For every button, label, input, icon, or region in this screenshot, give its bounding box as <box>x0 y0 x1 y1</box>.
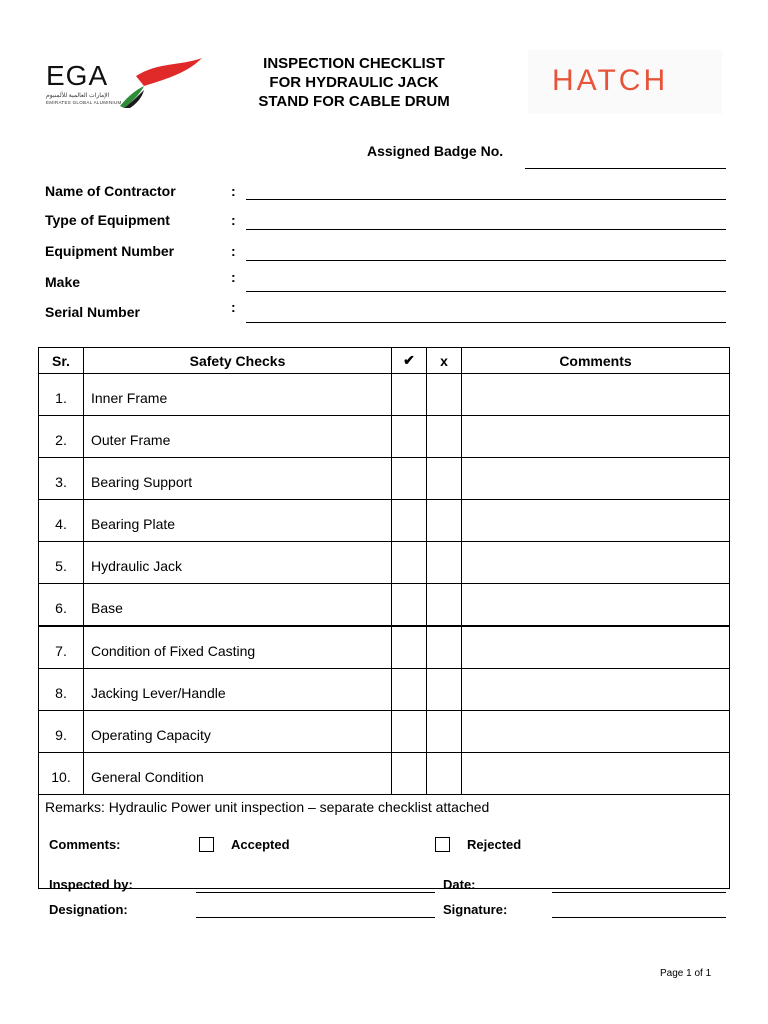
inspected-by-label: Inspected by: <box>49 877 133 892</box>
pass-cell[interactable] <box>392 584 427 627</box>
check-item: Base <box>84 584 392 627</box>
designation-field[interactable] <box>196 917 435 918</box>
inspected-by-field[interactable] <box>196 892 435 893</box>
serial-number-field[interactable] <box>246 322 726 323</box>
remarks-cell[interactable]: Remarks: Hydraulic Power unit inspection – separate checklist attached <box>39 795 730 889</box>
document-title <box>230 54 478 111</box>
header-sr: Sr. <box>39 348 84 374</box>
header-cross: x <box>427 348 462 374</box>
row-number: 10. <box>39 753 84 795</box>
date-label: Date: <box>443 877 476 892</box>
ega-logo-text: EGA <box>46 60 109 91</box>
table-row <box>39 753 730 795</box>
check-item: General Condition <box>84 753 392 795</box>
header-safety-checks: Safety Checks <box>84 348 392 374</box>
row-number: 5. <box>39 542 84 584</box>
comment-cell[interactable] <box>462 374 730 416</box>
row-number: 3. <box>39 458 84 500</box>
comment-cell[interactable] <box>462 584 730 627</box>
signature-label: Signature: <box>443 902 508 917</box>
table-row <box>39 374 730 416</box>
remarks-row <box>39 795 730 889</box>
pass-cell[interactable] <box>392 416 427 458</box>
fail-cell[interactable] <box>427 458 462 500</box>
check-item: Bearing Plate <box>84 500 392 542</box>
pass-cell[interactable] <box>392 458 427 500</box>
safety-checks-table <box>38 347 730 889</box>
accepted-label: Accepted <box>231 837 290 852</box>
ega-logo-english: EMIRATES GLOBAL ALUMINIUM <box>46 100 122 105</box>
equipment-number-field[interactable] <box>246 260 726 261</box>
check-item: Condition of Fixed Casting <box>84 626 392 669</box>
table-row <box>39 500 730 542</box>
comments-label: Comments: <box>49 837 121 852</box>
comment-cell[interactable] <box>462 458 730 500</box>
row-number: 4. <box>39 500 84 542</box>
pass-cell[interactable] <box>392 753 427 795</box>
table-row <box>39 711 730 753</box>
check-item: Jacking Lever/Handle <box>84 669 392 711</box>
contractor-colon: : <box>231 183 236 199</box>
check-item: Operating Capacity <box>84 711 392 753</box>
title-line-2: FOR HYDRAULIC JACK <box>269 74 439 91</box>
fail-cell[interactable] <box>427 374 462 416</box>
pass-cell[interactable] <box>392 711 427 753</box>
fail-cell[interactable] <box>427 416 462 458</box>
equipment-type-colon: : <box>231 212 236 228</box>
pass-cell[interactable] <box>392 500 427 542</box>
serial-number-colon: : <box>231 299 236 315</box>
fail-cell[interactable] <box>427 711 462 753</box>
comment-cell[interactable] <box>462 500 730 542</box>
hatch-logo: HATCH <box>552 64 669 97</box>
equipment-number-label: Equipment Number <box>45 243 175 259</box>
check-item: Outer Frame <box>84 416 392 458</box>
title-line-1: INSPECTION CHECKLIST <box>263 55 445 72</box>
signature-field[interactable] <box>552 917 726 918</box>
page-number: Page 1 of 1 <box>660 968 712 979</box>
table-row <box>39 458 730 500</box>
table-row <box>39 416 730 458</box>
badge-field[interactable] <box>525 168 726 169</box>
comment-cell[interactable] <box>462 416 730 458</box>
pass-cell[interactable] <box>392 626 427 669</box>
row-number: 9. <box>39 711 84 753</box>
comment-cell[interactable] <box>462 542 730 584</box>
row-number: 2. <box>39 416 84 458</box>
table-row <box>39 584 730 627</box>
contractor-field[interactable] <box>246 199 726 200</box>
header-checkmark: ✔ <box>392 348 427 374</box>
fail-cell[interactable] <box>427 542 462 584</box>
row-number: 1. <box>39 374 84 416</box>
header-comments: Comments <box>462 348 730 374</box>
contractor-label: Name of Contractor <box>45 183 176 199</box>
make-colon: : <box>231 269 236 285</box>
fail-cell[interactable] <box>427 753 462 795</box>
date-field[interactable] <box>552 892 726 893</box>
comment-cell[interactable] <box>462 626 730 669</box>
fail-cell[interactable] <box>427 584 462 627</box>
pass-cell[interactable] <box>392 542 427 584</box>
ega-flag-icon <box>118 56 204 108</box>
check-item: Hydraulic Jack <box>84 542 392 584</box>
fail-cell[interactable] <box>427 500 462 542</box>
make-field[interactable] <box>246 291 726 292</box>
comment-cell[interactable] <box>462 669 730 711</box>
equipment-type-label: Type of Equipment <box>45 212 170 228</box>
fail-cell[interactable] <box>427 669 462 711</box>
equipment-type-field[interactable] <box>246 229 726 230</box>
pass-cell[interactable] <box>392 374 427 416</box>
pass-cell[interactable] <box>392 669 427 711</box>
make-label: Make <box>45 274 81 290</box>
check-item: Bearing Support <box>84 458 392 500</box>
accepted-checkbox[interactable] <box>199 837 214 852</box>
ega-logo-arabic: الإمارات العالمية للألمنيوم <box>46 93 110 99</box>
title-line-3: STAND FOR CABLE DRUM <box>258 93 450 110</box>
row-number: 7. <box>39 626 84 669</box>
comment-cell[interactable] <box>462 753 730 795</box>
table-row <box>39 626 730 669</box>
table-header-row <box>39 348 730 374</box>
table-row <box>39 542 730 584</box>
check-item: Inner Frame <box>84 374 392 416</box>
comment-cell[interactable] <box>462 711 730 753</box>
designation-label: Designation: <box>49 902 128 917</box>
fail-cell[interactable] <box>427 626 462 669</box>
badge-label: Assigned Badge No. <box>367 143 504 159</box>
rejected-label: Rejected <box>467 837 522 852</box>
serial-number-label: Serial Number <box>45 304 140 320</box>
row-number: 6. <box>39 584 84 627</box>
equipment-number-colon: : <box>231 243 236 259</box>
row-number: 8. <box>39 669 84 711</box>
table-row <box>39 669 730 711</box>
rejected-checkbox[interactable] <box>435 837 450 852</box>
